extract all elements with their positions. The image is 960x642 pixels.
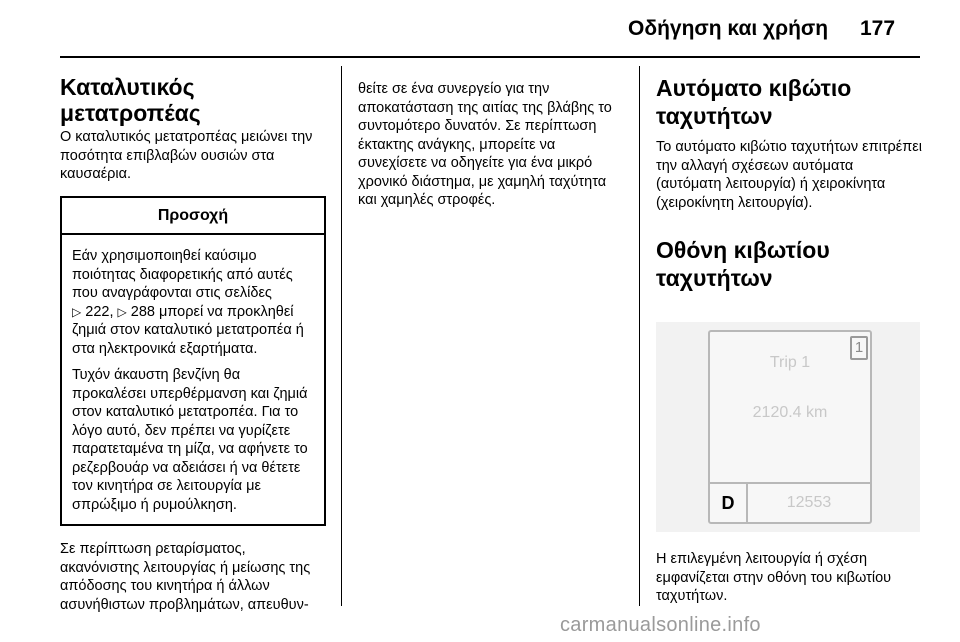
intro-paragraph: Ο καταλυτικός μετατροπέας μειώνει την ποσότητα επιβλαβών ουσιών στα καυσαέρια.: [60, 129, 313, 182]
column-3: [656, 74, 922, 606]
caution-paragraph-2: Τυχόν άκαυστη βενζίνη θα προκαλέσει υπερθέρμανση και ζημιά στον καταλυτικό μετατροπέα. Για το λόγο αυτό, δεν πρέπει να γυρίζετε παρατεταμένα τη μίζα, να αφήνετε το ρεζερβουάρ να αδειάσει ή να θέτετε τον κινητήρα σε λειτουργία με σπρώξιμο ή ρυμούλκηση.: [72, 367, 308, 513]
caution-title: Προσοχή: [62, 198, 324, 236]
transmission-intro: Το αυτόματο κιβώτιο ταχυτήτων επιτρέπει την αλλαγή σχέσεων αυτόματα (αυτόματη λειτουργία) ή χειροκίνητα (χειροκίνητη λειτουργία).: [656, 139, 922, 211]
header-rule: [60, 56, 920, 58]
column-2: [358, 80, 624, 210]
status-row: [710, 482, 870, 522]
caution-box: [60, 196, 326, 527]
gear-badge: 1: [850, 336, 868, 360]
column-1: [60, 74, 326, 614]
gear-indicator: D: [710, 484, 748, 522]
page-reference-link[interactable]: 222: [85, 303, 110, 320]
display-caption: Η επιλεγμένη λειτουργία ή σχέση εμφανίζεται στην οθόνη του κιβωτίου ταχυτήτων.: [656, 551, 892, 604]
odometer-value: 12553: [786, 494, 832, 511]
page-reference-link[interactable]: 288: [130, 303, 155, 320]
column-divider-2: [639, 66, 640, 606]
section-heading-catalytic-converter: Καταλυτικός μετατροπέας: [60, 74, 201, 126]
caution-paragraph-1: Εάν χρησιμοποιηθεί καύσιμο ποιότητας διαφορετικής από αυτές που αναγράφονται στις σελίδες ▷ 222, ▷ 288 μπορεί να προκληθεί ζημιά στον καταλυτικό μετατροπέα ή στα ηλεκτρονικά εξαρτήματα.: [72, 248, 304, 357]
body-paragraph-continued: θείτε σε ένα συνεργείο για την αποκατάσταση της αιτίας της βλάβης το συντομότερο δυνατόν. Σε περίπτωση έκτακτης ανάγκης, μπορείτε να συνεχίσετε να οδηγείτε για ένα μικρό χρονικό διάστημα, με χαμηλή ταχύτητα και χαμηλές στροφές.: [358, 81, 612, 208]
caution-body: [62, 235, 324, 524]
page-ref-arrow-icon: ▷: [117, 304, 127, 319]
header-title: Οδήγηση και χρήση: [628, 17, 829, 40]
trip-label: Trip 1: [769, 354, 811, 371]
page-number: 177: [860, 17, 896, 40]
trip-value: 2120.4 km: [752, 404, 828, 421]
transmission-display-illustration: [656, 322, 920, 532]
page-ref-arrow-icon: ▷: [72, 304, 82, 319]
section-heading-transmission-display: Οθόνη κιβωτίου ταχυτήτων: [656, 237, 830, 291]
column-divider-1: [341, 66, 342, 606]
section-heading-automatic-transmission: Αυτόματο κιβώτιο ταχυτήτων: [656, 75, 852, 129]
watermark: carmanualsonline.info: [560, 614, 761, 636]
body-paragraph: Σε περίπτωση ρεταρίσματος, ακανόνιστης λειτουργίας ή μείωσης της απόδοσης του κινητήρα ή άλλων ασυνήθιστων προβλημάτων, απευθυν-: [60, 541, 311, 613]
display-screen: [708, 330, 872, 524]
